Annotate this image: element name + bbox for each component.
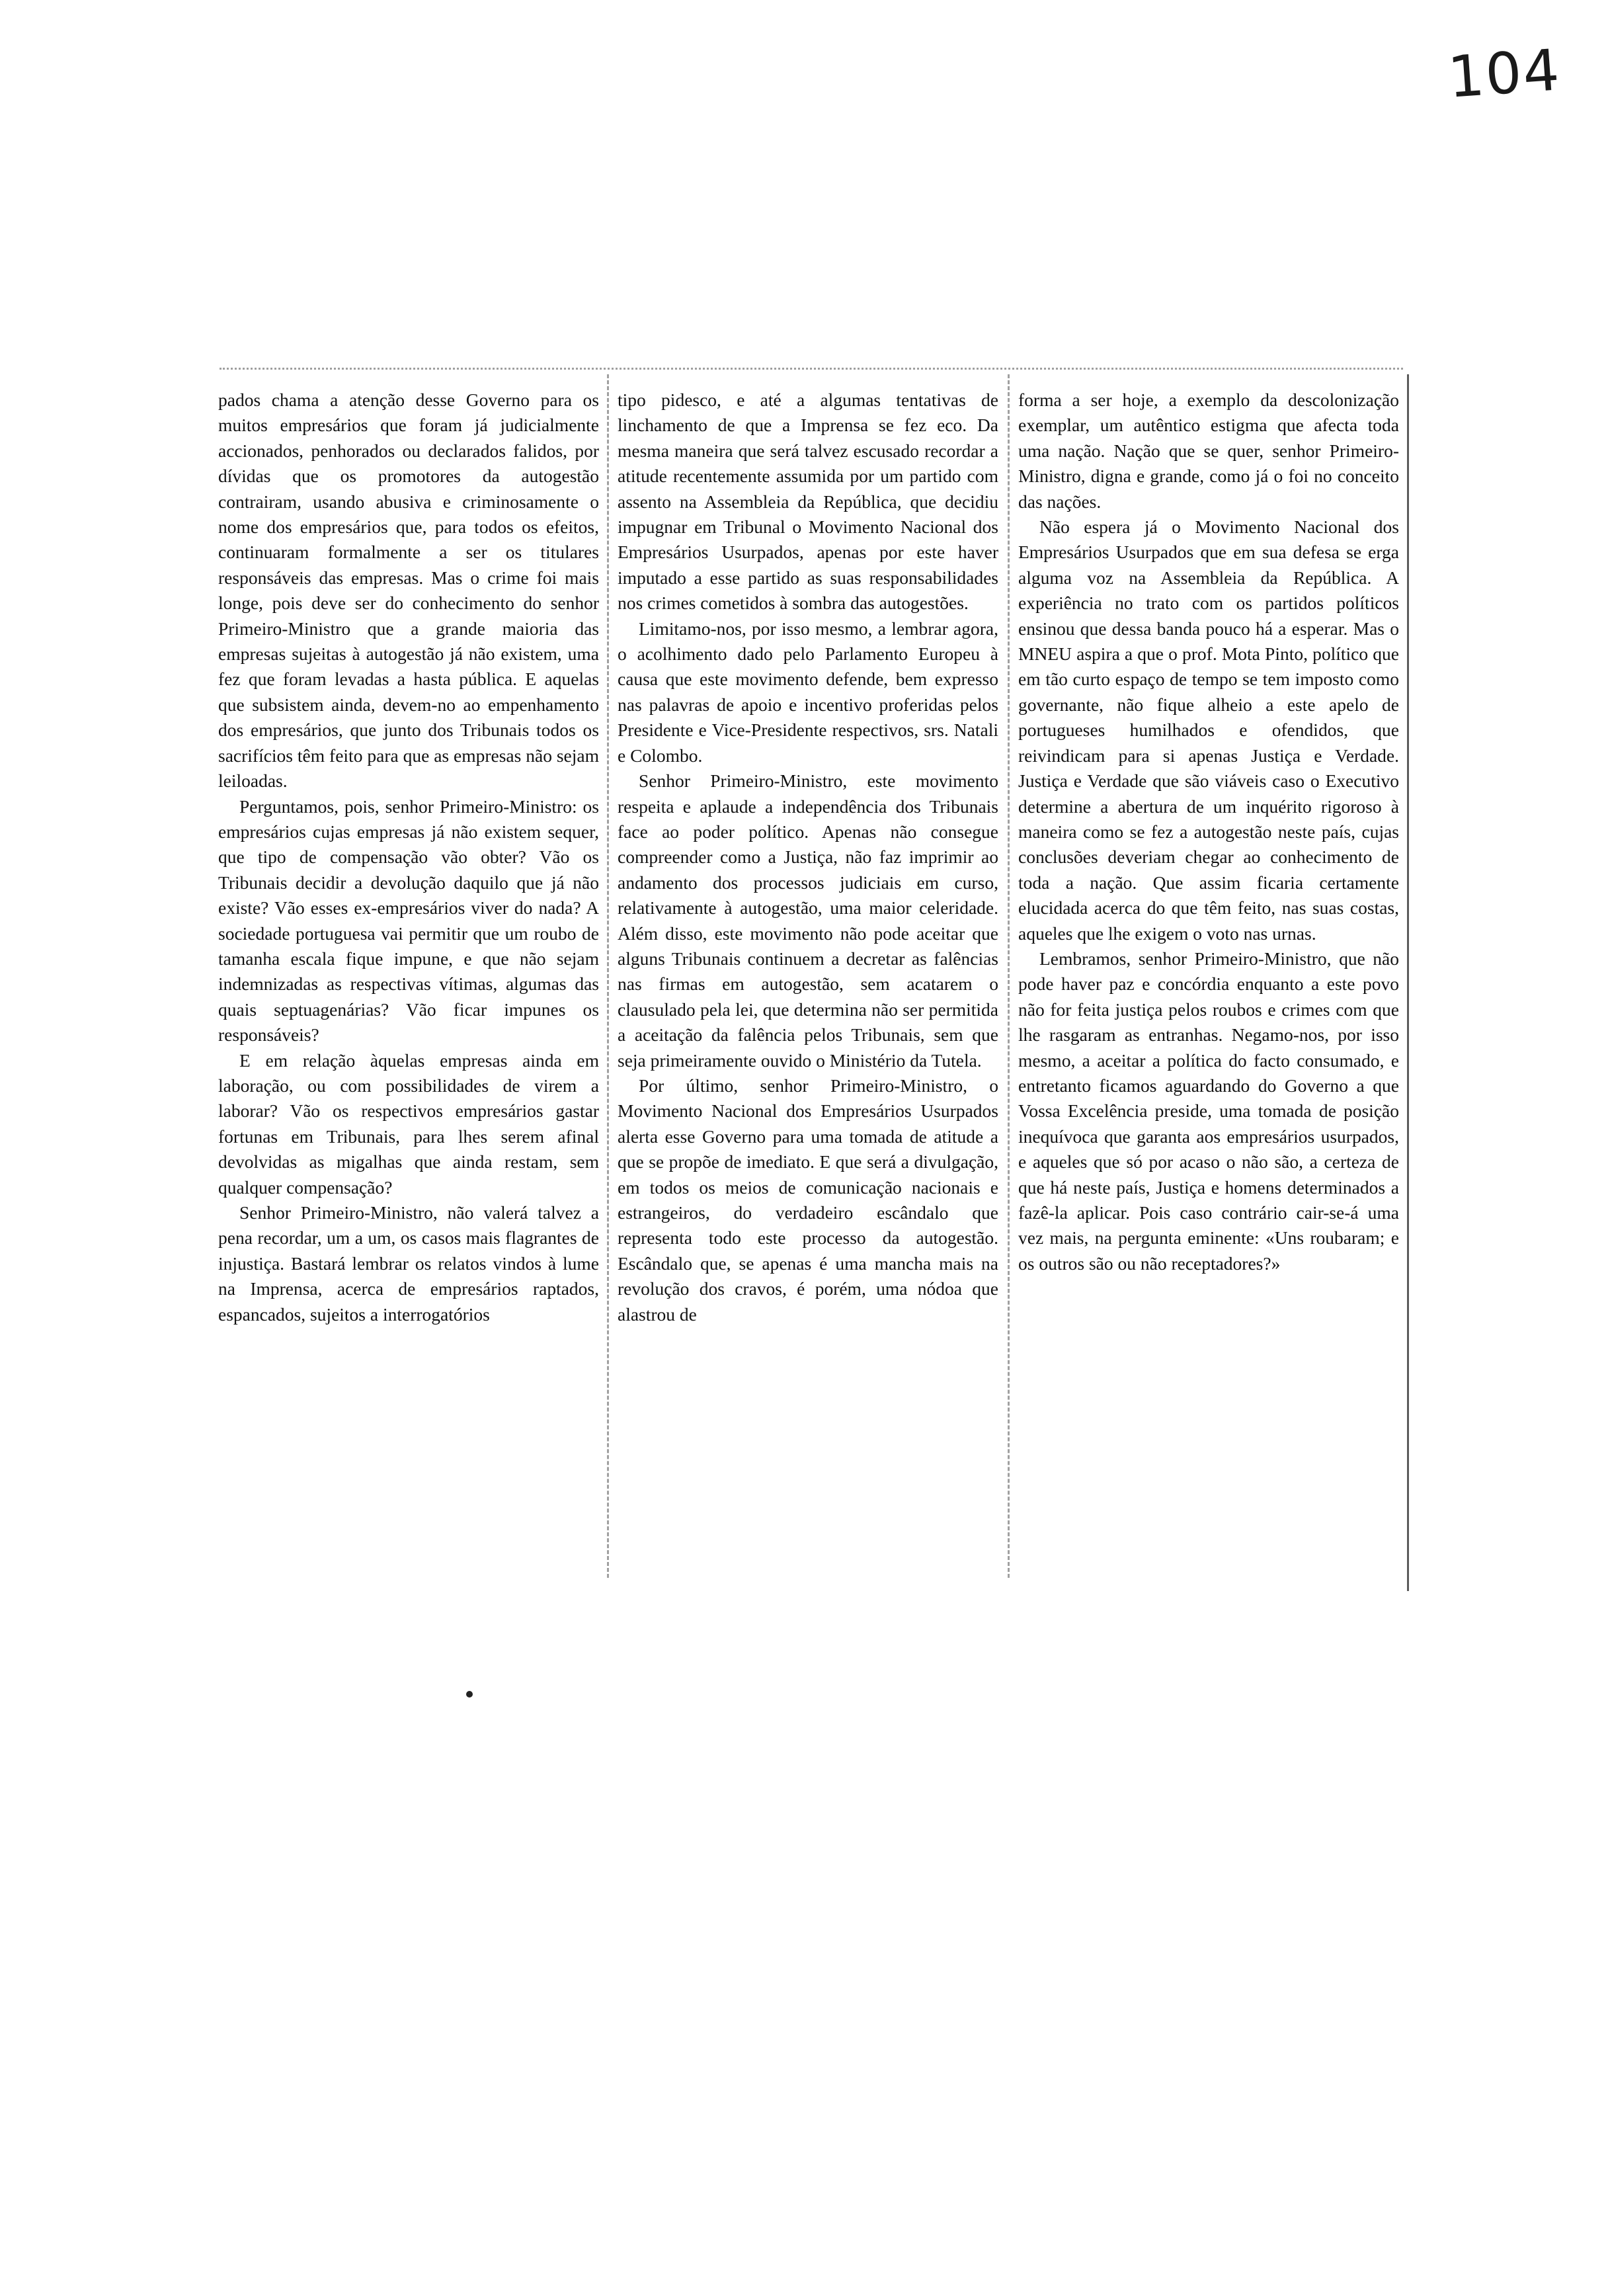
- column-2: [618, 388, 998, 1327]
- page-number: 104: [1445, 37, 1563, 111]
- column-1-paragraph: pados chama a atenção desse Governo para os muitos empresários que foram já judicialmente accionados, penhorados ou declarados falidos, por dívidas que os promotores da autogestão contrairam, usando abusiva e criminosamente o nome dos empresários que, para todos os efeitos, continuaram formalmente a ser os titulares responsáveis das empresas. Mas o crime foi mais longe, pois deve ser do conhecimento do senhor Primeiro-Ministro que a grande maioria das empresas sujeitas à autogestão já não existem, uma fez que foram levadas a hasta pública. E aquelas que subsistem ainda, devem-no ao empenhamento dos empresários, que junto dos Tribunais todos os sacrifícios têm feito para que as empresas não sejam leiloadas.: [218, 390, 599, 792]
- column-1: [218, 388, 599, 1327]
- column-2-paragraph: Limitamo-nos, por isso mesmo, a lembrar agora, o acolhimento dado pelo Parlamento Europeu à causa que este movimento defende, bem expresso nas palavras de apoio e incentivo proferidas pelos Presidente e Vice-Presidente respectivos, srs. Natali e Colombo.: [618, 618, 998, 766]
- column-1-paragraph: Perguntamos, pois, senhor Primeiro-Ministro: os empresários cujas empresas já não existem sequer, que tipo de compensação vão obter? Vão os Tribunais decidir a devolução daquilo que já não existe? Vão esses ex-empresários viver do nada? A sociedade portuguesa vai permitir que um roubo de tamanha escala fique impune, e que não sejam indemnizadas as respectivas vítimas, algumas das quais septuagenárias? Vão ficar impunes os responsáveis?: [218, 796, 599, 1046]
- column-3-paragraph: Lembramos, senhor Primeiro-Ministro, que não pode haver paz e concórdia enquanto a este povo não for feita justiça pelos roubos e crimes com que lhe rasgaram as entranhas. Negamo-nos, por isso mesmo, a aceitar a política do facto consumado, e entretanto ficamos aguardando do Governo a que Vossa Excelência preside, uma tomada de posição inequívoca que garanta aos empresários usurpados, e aqueles que só por acaso o não são, a certeza de que há neste país, Justiça e homens determinados a fazê-la aplicar. Pois caso contrário cair-se-á uma vez mais, na pergunta eminente: «Uns roubaram; e os outros são ou não receptadores?»: [1018, 948, 1399, 1274]
- clipping-right-edge: [1407, 374, 1409, 1591]
- column-2-paragraph: Por último, senhor Primeiro-Ministro, o Movimento Nacional dos Empresários Usurpados alerta esse Governo para uma tomada de atitude a que se propõe de imediato. E que será a divulgação, em todos os meios de comunicação nacionais e estrangeiros, do verdadeiro escândalo que representa todo este processo da autogestão. Escândalo que, se apenas é uma mancha mais na revolução dos cravos, é porém, uma nódoa que alastrou de: [618, 1075, 998, 1325]
- column-1-paragraph: Senhor Primeiro-Ministro, não valerá talvez a pena recordar, um a um, os casos mais flagrantes de injustiça. Bastará lembrar os relatos vindos à lume na Imprensa, acerca de empresários raptados, espancados, sujeitos a interrogatórios: [218, 1202, 599, 1325]
- column-3: [1018, 388, 1399, 1276]
- column-3-paragraph: Não espera já o Movimento Nacional dos Empresários Usurpados que em sua defesa se erga alguma voz na Assembleia da República. A experiência no trato com os partidos políticos ensinou que dessa banda pouco há a esperar. Mas o MNEU aspira a que o prof. Mota Pinto, político que em tão curto espaço de tempo se tem imposto como governante, não fique alheio a este apelo de portugueses humilhados e ofendidos, que reivindicam para si apenas Justiça e Verdade. Justiça e Verdade que são viáveis caso o Executivo determine a abertura de um inquérito rigoroso à maneira como se fez a autogestão neste país, cujas conclusões deveriam chegar ao conhecimento de toda a nação. Que assim ficaria certamente elucidada acerca do que têm feito, nas suas costas, aqueles que lhe exigem o voto nas urnas.: [1018, 516, 1399, 944]
- column-3-paragraph: forma a ser hoje, a exemplo da descolonização exemplar, um autêntico estigma que afecta toda uma nação. Nação que se quer, senhor Primeiro-Ministro, digna e grande, como já o foi no conceito das nações.: [1018, 390, 1399, 512]
- column-2-paragraph: tipo pidesco, e até a algumas tentativas de linchamento de que a Imprensa se fez eco. Da mesma maneira que será talvez escusado recordar a atitude recentemente assumida por um partido com assento na Assembleia da República, que decidiu impugnar em Tribunal o Movimento Nacional dos Empresários Usurpados, apenas por este haver imputado a esse partido as suas responsabilidades nos crimes cometidos à sombra das autogestões.: [618, 390, 998, 614]
- column-2-paragraph: Senhor Primeiro-Ministro, este movimento respeita e aplaude a independência dos Tribunais face ao poder político. Apenas não consegue compreender como a Justiça, não faz imprimir ao andamento dos processos judiciais em curso, relativamente à autogestão, uma maior celeridade. Além disso, este movimento não pode aceitar que alguns Tribunais continuem a decretar as falências nas firmas em autogestão, sem acatarem o clausulado pela lei, que determina não ser permitida a aceitação da falência pelos Tribunais, sem que seja primeiramente ouvido o Ministério da Tutela.: [618, 770, 998, 1071]
- column-1-paragraph: E em relação àquelas empresas ainda em laboração, ou com possibilidades de virem a laborar? Vão os respectivos empresários gastar fortunas em Tribunais, para lhes serem afinal devolvidas as migalhas que ainda restam, sem qualquer compensação?: [218, 1049, 599, 1198]
- scan-noise-top: [220, 368, 1403, 384]
- column-divider: [607, 374, 609, 1578]
- column-divider: [1008, 374, 1010, 1578]
- scan-speck: [466, 1691, 473, 1698]
- newspaper-clipping: [213, 368, 1403, 1584]
